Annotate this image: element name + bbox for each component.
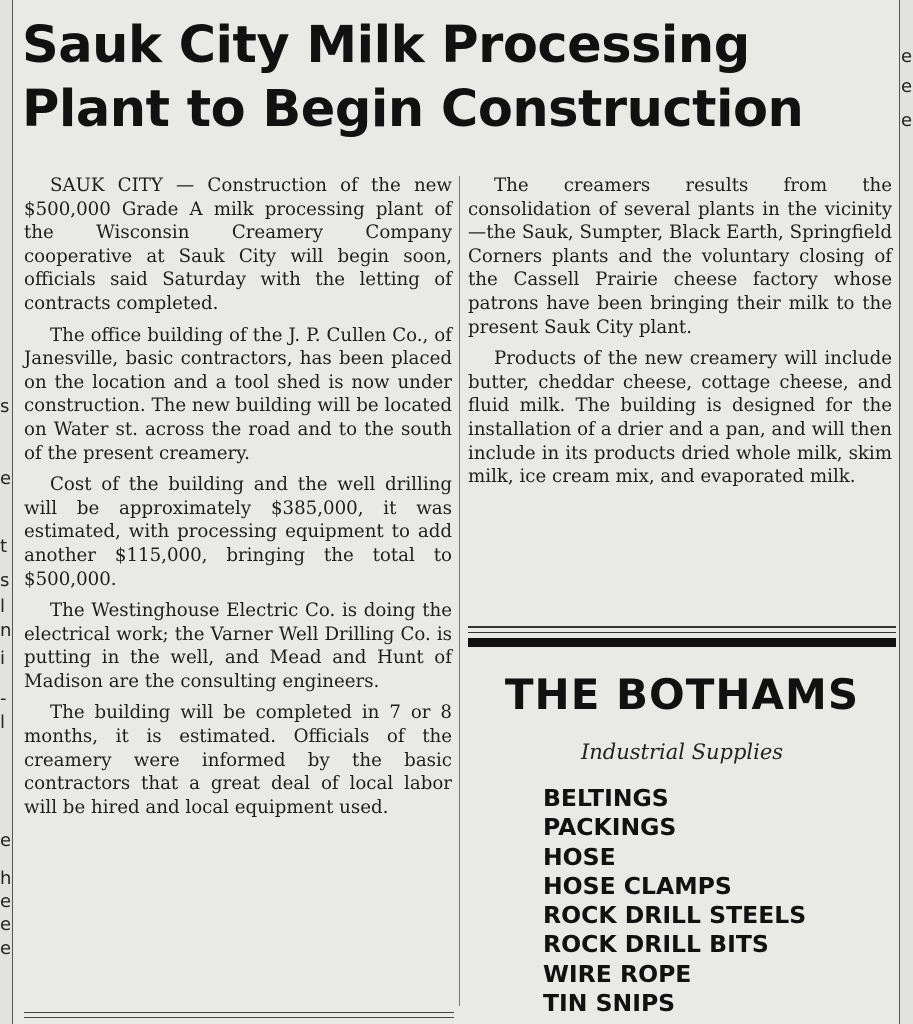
ad-product-list [543, 784, 806, 1018]
ad-product-item: BELTINGS [543, 784, 669, 812]
edge-fragment: - [0, 688, 7, 709]
edge-fragment: s [0, 396, 10, 417]
edge-fragment: s [0, 570, 10, 591]
edge-fragment: e [0, 891, 12, 912]
ad-product-item: HOSE CLAMPS [543, 871, 732, 900]
ad-product-item: ROCK DRILL STEELS [543, 901, 807, 930]
ad-company-name: THE BOTHAMS [504, 670, 860, 719]
ad-product-item: PACKINGS [543, 813, 677, 842]
ad-top-rule [468, 626, 896, 628]
headline-line-1: Sauk City Milk Processing [22, 16, 750, 75]
article-end-rule [24, 1012, 454, 1018]
edge-fragment: h [0, 868, 12, 889]
headline-line-2: Plant to Begin Construction [22, 80, 804, 139]
edge-fragment: l [0, 596, 6, 617]
ad-top-rule-thick [468, 638, 896, 647]
edge-fragment: e [901, 110, 913, 131]
ad-product-item: ROCK DRILL BITS [543, 930, 769, 959]
ad-top-rule [468, 632, 896, 633]
ad-product-item: WIRE ROPE [543, 959, 692, 988]
article-paragraph: The building will be completed in 7 or 8 months, it is estimated. Officials of the creamery were informed by the basic contractors that a great deal of local labor will be hired and local equipment used. [24, 702, 452, 818]
edge-fragment: n [0, 620, 12, 641]
article-right-column [468, 174, 892, 497]
edge-fragment: e [901, 46, 913, 67]
article-paragraph: The Westinghouse Electric Co. is doing the electrical work; the Varner Well Drilling Co. is putting in the well, and Mead and Hunt of Madison are the consulting engineers. [24, 600, 452, 692]
ad-tagline: Industrial Supplies [580, 740, 784, 764]
right-page-edge [899, 0, 913, 1024]
ad-product-item: TIN SNIPS [543, 989, 676, 1018]
article-paragraph: Cost of the building and the well drilling will be approximately $385,000, it was estimated, with processing equipment to add another $115,000, bringing the total to $500,000. [24, 474, 452, 590]
article-paragraph: SAUK CITY — Construction of the new $500,000 Grade A milk processing plant of the Wisconsin Creamery Company cooperative at Sauk City will begin soon, officials said Saturday with the letting of contracts completed. [24, 175, 452, 314]
column-divider [459, 176, 460, 1006]
edge-fragment: e [901, 76, 913, 97]
edge-fragment: l [0, 712, 6, 733]
ad-product-item: HOSE [543, 842, 616, 871]
left-page-edge [0, 0, 13, 1024]
edge-fragment: t [0, 536, 8, 557]
article-paragraph: Products of the new creamery will include butter, cheddar cheese, cottage cheese, and fluid milk. The building is designed for the installation of a drier and a pan, and will then include in its products dried whole milk, skim milk, ice cream mix, and evaporated milk. [468, 348, 892, 488]
article-headline [22, 14, 892, 142]
edge-fragment: e [0, 914, 12, 935]
edge-fragment: e [0, 938, 12, 959]
article-paragraph: The creamers results from the consolidation of several plants in the vicinity—the Sauk, Sumpter, Black Earth, Springfield Corners plants and the voluntary closing of the Cassell Prairie cheese factory whose patrons have been bringing their milk to the present Sauk City plant. [468, 175, 892, 338]
edge-fragment: e [0, 830, 12, 851]
edge-fragment: e [0, 468, 12, 489]
article-left-column [24, 174, 452, 827]
article-paragraph: The office building of the J. P. Cullen Co., of Janesville, basic contractors, has been placed on the location and a tool shed is now under construction. The new building will be located on Water st. across the road and to the south of the present creamery. [24, 324, 452, 464]
edge-fragment: i [0, 648, 6, 669]
